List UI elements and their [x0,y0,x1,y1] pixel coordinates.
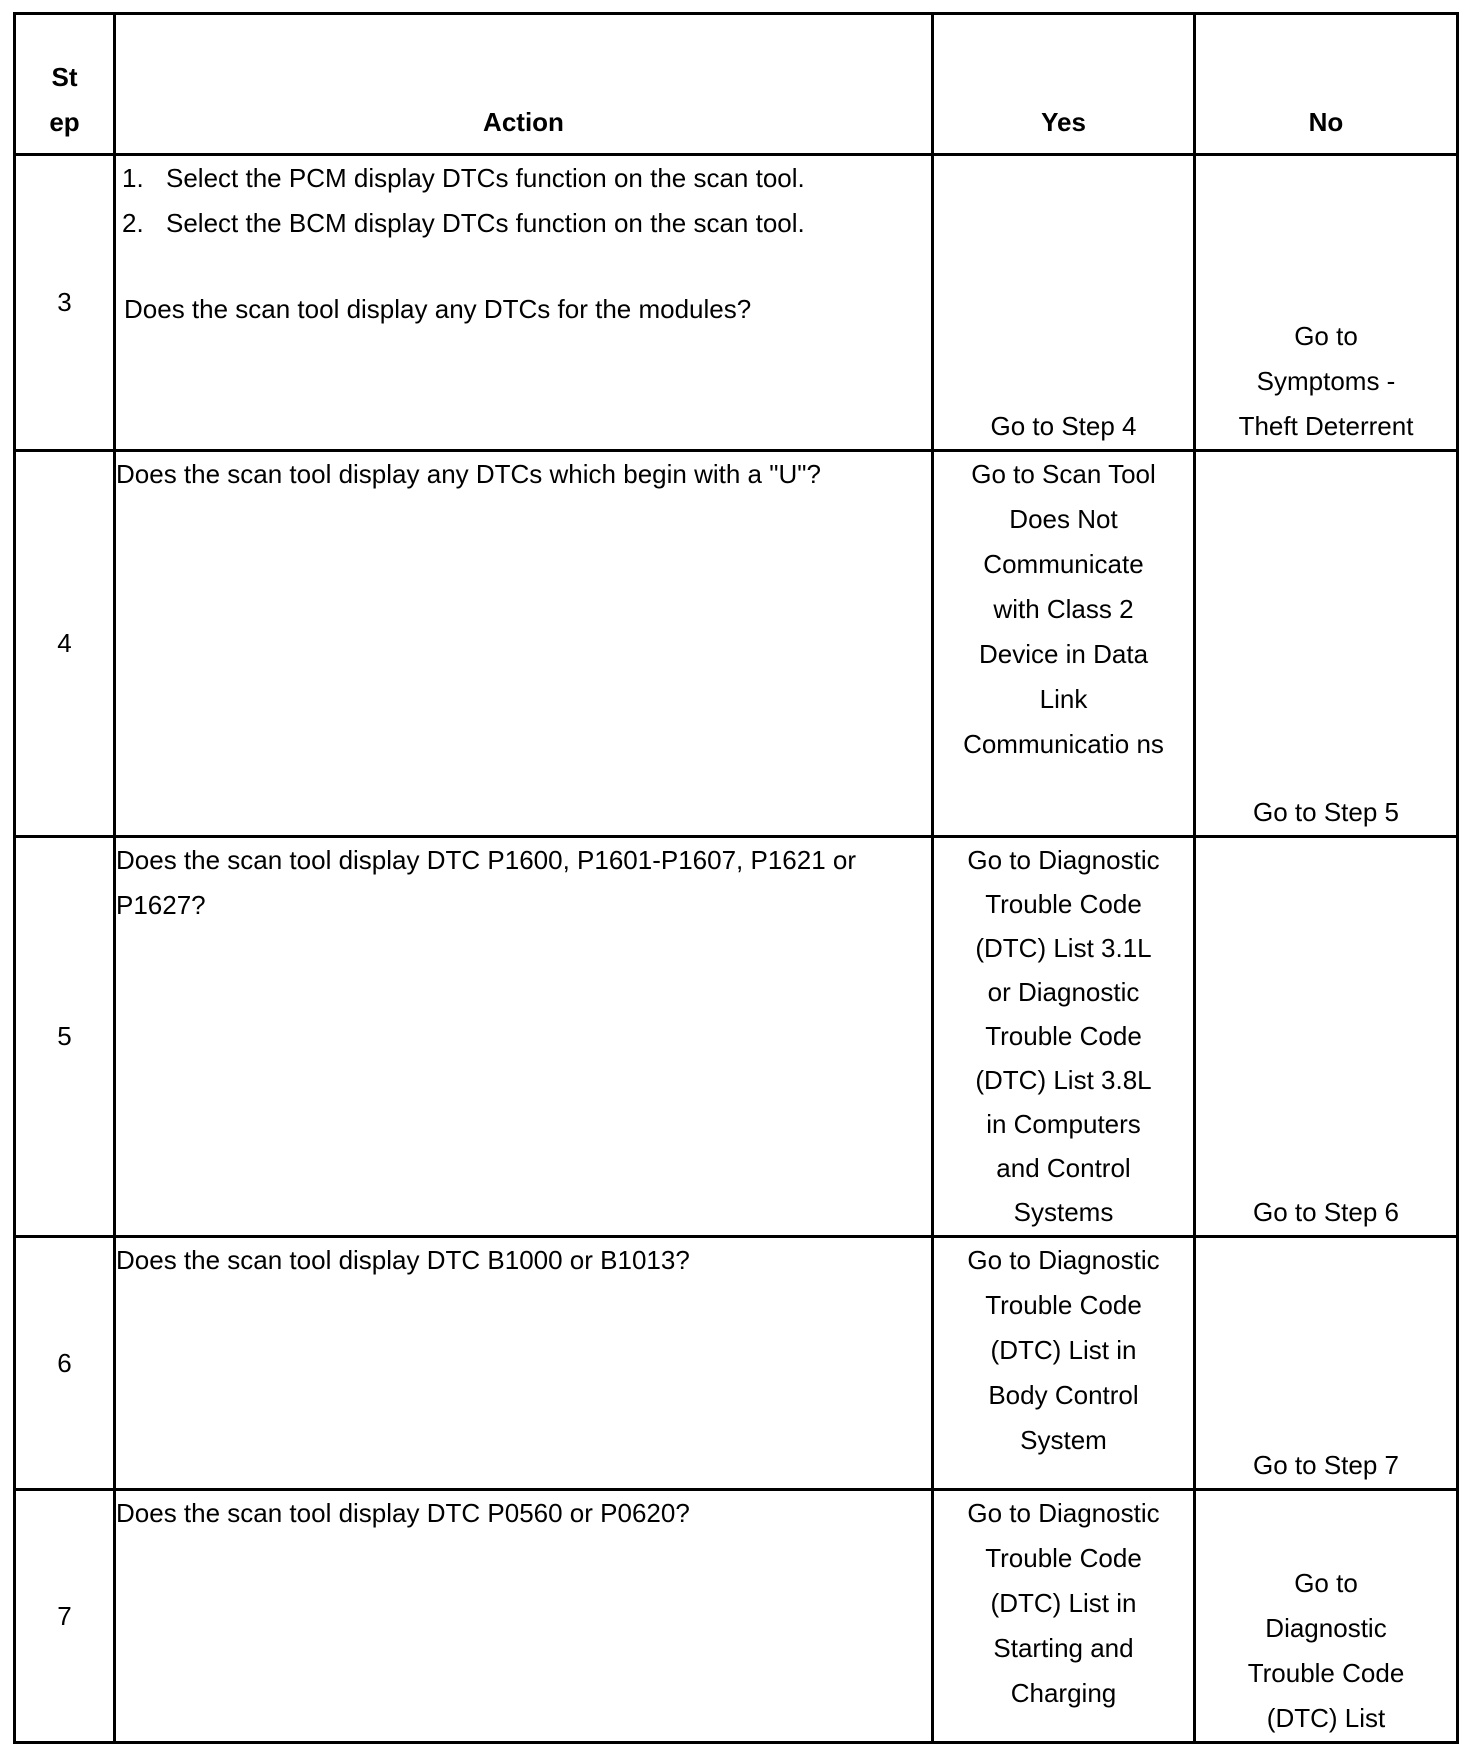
yes-result: Go to Diagnostic Trouble Code (DTC) List in Starting and Charging [933,1490,1195,1743]
yes-result: Go to Diagnostic Trouble Code (DTC) List 3.1L or Diagnostic Trouble Code (DTC) List 3.8L in Computers and Control Systems [933,837,1195,1237]
step-column-header: St ep [15,14,115,155]
action-cell [115,155,933,451]
step-number: 4 [15,451,115,837]
no-result: Go to Step 6 [1195,837,1458,1237]
header-row [15,14,1458,155]
step-number: 5 [15,837,115,1237]
yes-result: Go to Step 4 [933,155,1195,451]
action-question: Does the scan tool display DTC P1600, P1601-P1607, P1621 or P1627? [115,837,933,1237]
table-row [15,1237,1458,1490]
step-number: 3 [15,155,115,451]
action-step-item: 1. Select the PCM display DTCs function on the scan tool. [122,163,805,193]
table-row [15,837,1458,1237]
no-result: Go to Step 7 [1195,1237,1458,1490]
action-column-header: Action [115,14,933,155]
action-question: Does the scan tool display any DTCs which begin with a "U"? [115,451,933,837]
table-row [15,1490,1458,1743]
action-step-list [116,156,931,246]
no-column-header: No [1195,14,1458,155]
step-number: 6 [15,1237,115,1490]
action-question: Does the scan tool display DTC P0560 or P0620? [115,1490,933,1743]
yes-result: Go to Scan Tool Does Not Communicate with Class 2 Device in Data Link Communicatio ns [933,451,1195,837]
action-step-item: 2. Select the BCM display DTCs function on the scan tool. [122,208,805,238]
step-number: 7 [15,1490,115,1743]
table-row [15,451,1458,837]
table-row [15,155,1458,451]
action-question: Does the scan tool display any DTCs for the modules? [124,294,752,324]
yes-column-header: Yes [933,14,1195,155]
no-result: Go to Step 5 [1195,451,1458,837]
action-question: Does the scan tool display DTC B1000 or B1013? [115,1237,933,1490]
yes-result: Go to Diagnostic Trouble Code (DTC) List in Body Control System [933,1237,1195,1490]
no-result: Go to Symptoms - Theft Deterrent [1195,155,1458,451]
no-result: Go to Diagnostic Trouble Code (DTC) List [1195,1490,1458,1743]
diagnostic-table [13,12,1459,1744]
